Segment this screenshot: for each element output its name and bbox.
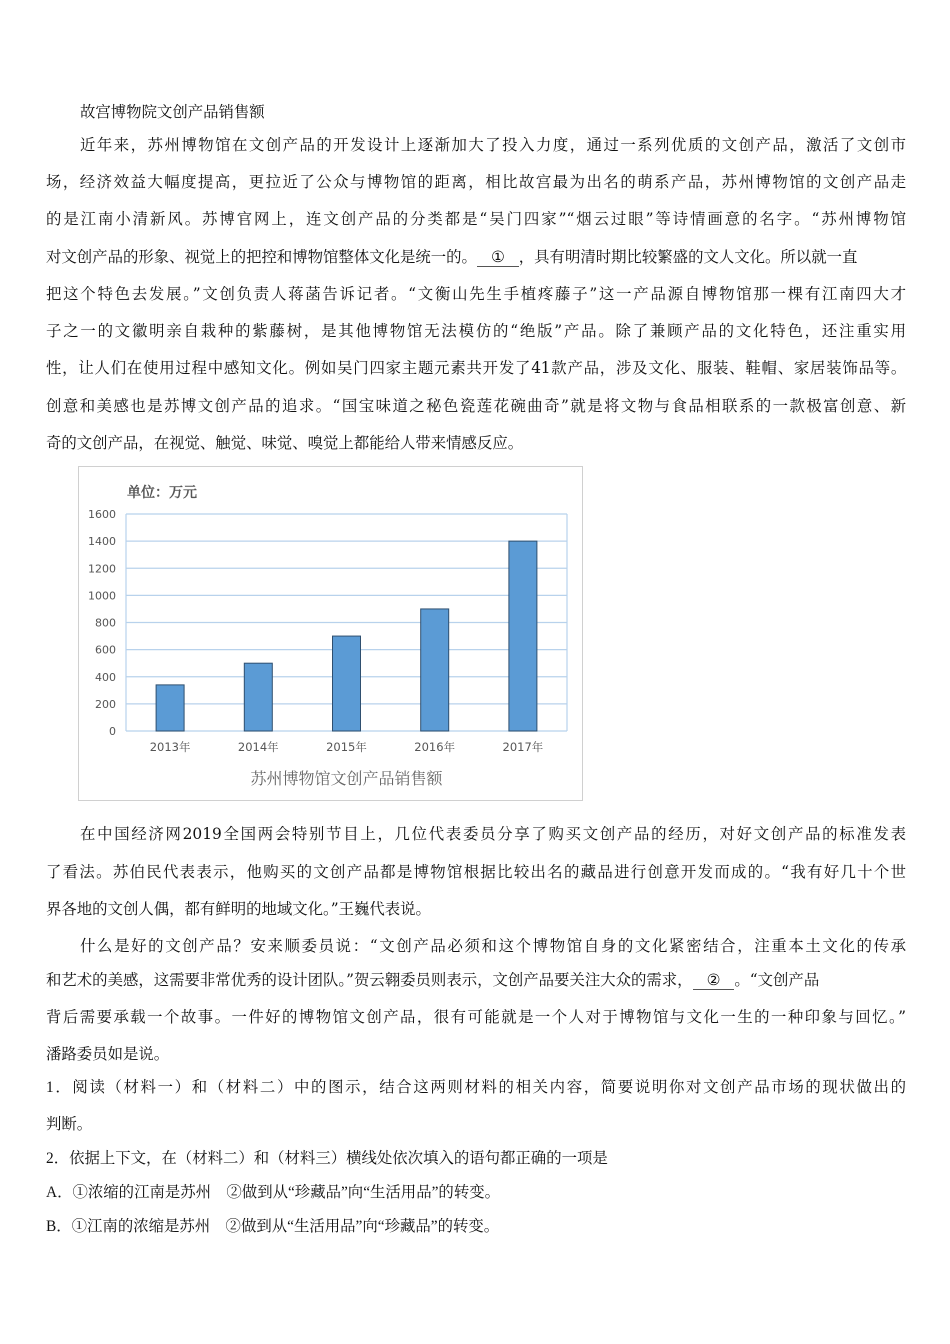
paragraph-line: 的是江南小清新风。苏博官网上，连文创产品的分类都是“吴门四家”“烟云过眼”等诗情画意的名字。“苏州博物馆	[46, 210, 906, 228]
option-a[interactable]: A．①浓缩的江南是苏州 ②做到从“珍藏品”向“生活用品”的转变。	[46, 1184, 500, 1201]
unit-label: 单位：万元	[127, 485, 197, 501]
bar-2017年	[509, 541, 537, 731]
paragraph-line: 把这个特色去发展。”文创负责人蒋菡告诉记者。“文衡山先生手植疼藤子”这一产品源自博物馆那一棵有江南四大才	[46, 285, 906, 303]
bar-chart	[78, 466, 583, 801]
paragraph-line: 性，让人们在使用过程中感知文化。例如吴门四家主题元素共开发了41款产品，涉及文化、服装、鞋帽、家居装饰品等。	[46, 359, 906, 377]
paragraph-line: 潘路委员如是说。	[46, 1045, 170, 1063]
paragraph-line: 创意和美感也是苏博文创产品的追求。“国宝味道之秘色瓷莲花碗曲奇”就是将文物与食品相联系的一款极富创意、新	[46, 397, 906, 415]
text: 和艺术的美感，这需要非常优秀的设计团队。”贺云翱委员则表示，文创产品要关注大众的需求，	[46, 971, 693, 989]
paragraph-line: 什么是好的文创产品？安来顺委员说：“文创产品必须和这个博物馆自身的文化紧密结合，注重本土文化的传承	[80, 937, 906, 955]
material-heading: 故宫博物院文创产品销售额	[80, 103, 265, 121]
paragraph-line: 在中国经济网2019全国两会特别节目上，几位代表委员分享了购买文创产品的经历，对好文创产品的标准发表	[80, 825, 906, 843]
paragraph-line: 背后需要承载一个故事。一件好的博物馆文创产品，很有可能就是一个人对于博物馆与文化一生的一种印象与回忆。”	[46, 1008, 906, 1026]
y-tick-label: 800	[95, 616, 116, 630]
question-1-cont: 判断。	[46, 1116, 93, 1133]
paragraph-line-with-blank	[46, 970, 906, 990]
x-tick-label: 2015年	[326, 740, 367, 754]
chart-title: 苏州博物馆文创产品销售额	[250, 769, 443, 788]
paragraph-line: 近年来，苏州博物馆在文创产品的开发设计上逐渐加大了投入力度，通过一系列优质的文创产品，激活了文创市	[80, 136, 906, 154]
bar-2015年	[333, 636, 361, 731]
paragraph-line: 界各地的文创人偶，都有鲜明的地域文化。”王巍代表说。	[46, 900, 431, 918]
x-tick-label: 2017年	[502, 740, 544, 754]
text: ，具有明清时期比较繁盛的文人文化。所以就一直	[518, 248, 858, 266]
y-tick-label: 600	[95, 643, 116, 657]
question-1: 1．阅读（材料一）和（材料二）中的图示，结合这两则材料的相关内容，简要说明你对文创产品市场的现状做出的	[46, 1079, 906, 1096]
text: 对文创产品的形象、视觉上的把控和博物馆整体文化是统一的。	[46, 248, 477, 266]
x-tick-label: 2016年	[414, 740, 456, 754]
text: 。“文创产品	[734, 971, 820, 989]
fill-blank-1: ①	[477, 249, 519, 267]
y-tick-label: 1600	[88, 508, 116, 521]
x-tick-label: 2014年	[237, 740, 279, 754]
bar-2016年	[421, 609, 449, 731]
paragraph-line-with-blank	[46, 247, 906, 267]
y-tick-label: 0	[109, 725, 116, 738]
bar-2014年	[244, 663, 272, 731]
y-tick-label: 1400	[88, 535, 116, 549]
fill-blank-2: ②	[693, 972, 735, 990]
y-tick-label: 400	[95, 670, 116, 684]
paragraph-line: 奇的文创产品，在视觉、触觉、味觉、嗅觉上都能给人带来情感反应。	[46, 434, 524, 452]
chart-canvas	[79, 467, 582, 800]
paragraph-line: 了看法。苏伯民代表表示，他购买的文创产品都是博物馆根据比较出名的藏品进行创意开发而成的。“我有好几十个世	[46, 863, 906, 881]
y-tick-label: 1000	[88, 589, 116, 603]
bar-2013年	[156, 685, 184, 731]
paragraph-line: 场，经济效益大幅度提高，更拉近了公众与博物馆的距离，相比故宫最为出名的萌系产品，苏州博物馆的文创产品走	[46, 173, 906, 191]
paragraph-line: 子之一的文徽明亲自栽种的紫藤树，是其他博物馆无法模仿的“绝版”产品。除了兼顾产品的文化特色，还注重实用	[46, 322, 906, 340]
x-tick-label: 2013年	[149, 740, 191, 754]
question-2: 2．依据上下文，在（材料二）和（材料三）横线处依次填入的语句都正确的一项是	[46, 1150, 608, 1167]
y-tick-label: 200	[95, 697, 116, 711]
y-tick-label: 1200	[88, 562, 116, 576]
option-b[interactable]: B．①江南的浓缩是苏州 ②做到从“生活用品”向“珍藏品”的转变。	[46, 1218, 500, 1235]
